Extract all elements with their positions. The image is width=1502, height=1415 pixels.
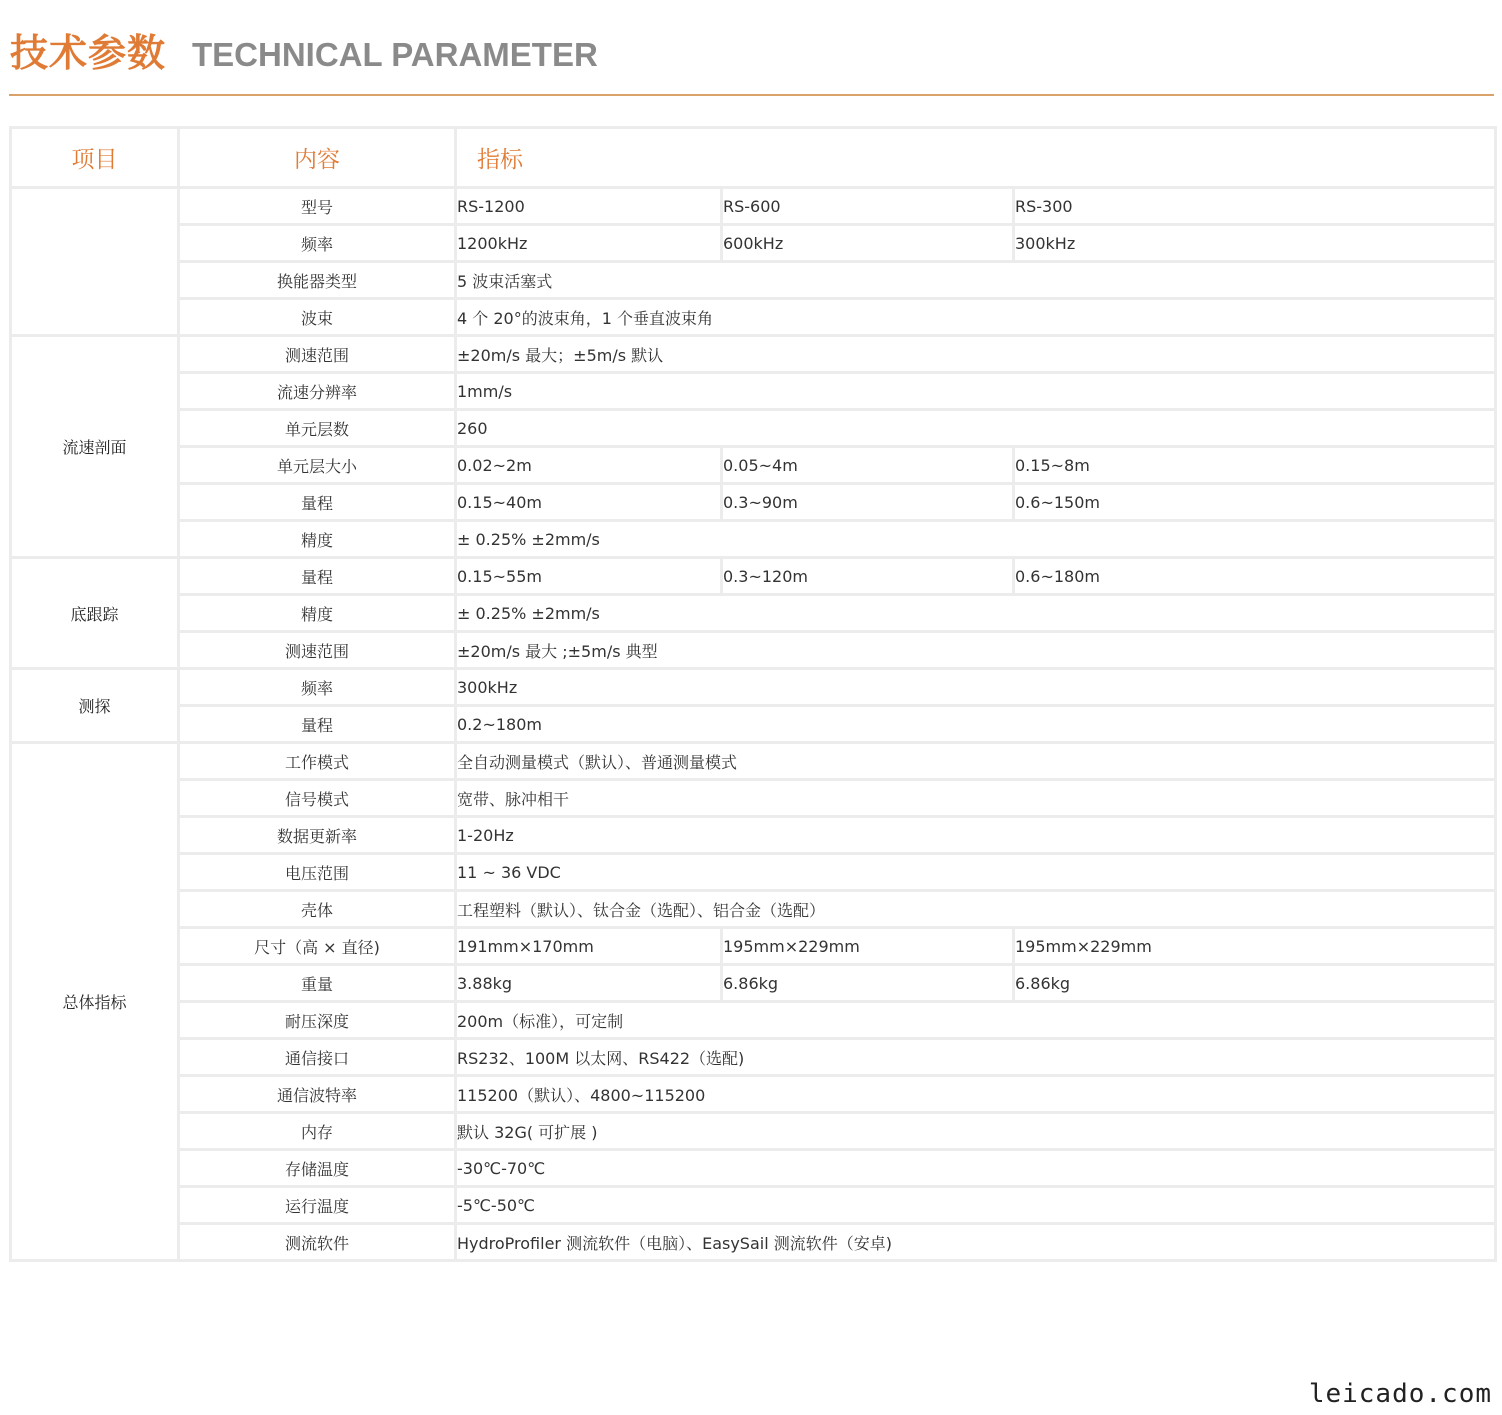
row-item-label: 信号模式	[179, 780, 456, 817]
row-item-label: 测速范围	[179, 336, 456, 373]
row-item-label: 存储温度	[179, 1150, 456, 1187]
table-row	[11, 928, 1496, 965]
row-value-model-1: 0.15~40m	[456, 484, 722, 521]
row-item-label: 运行温度	[179, 1187, 456, 1224]
table-row	[11, 410, 1496, 447]
table-row	[11, 447, 1496, 484]
row-item-label: 量程	[179, 484, 456, 521]
table-row	[11, 780, 1496, 817]
row-item-label: 波束	[179, 299, 456, 336]
row-value: HydroProfiler 测流软件（电脑）、EasySail 测流软件（安卓)	[456, 1224, 1496, 1261]
table-row	[11, 854, 1496, 891]
row-value: 115200（默认）、4800~115200	[456, 1076, 1496, 1113]
row-item-label: 内存	[179, 1113, 456, 1150]
table-row	[11, 965, 1496, 1002]
row-item-label: 壳体	[179, 891, 456, 928]
table-row	[11, 373, 1496, 410]
row-item-label: 重量	[179, 965, 456, 1002]
row-value-model-2: 0.3~90m	[722, 484, 1014, 521]
row-value-model-3: 195mm×229mm	[1014, 928, 1496, 965]
page-header	[10, 22, 598, 75]
row-value: ±20m/s 最大 ;±5m/s 典型	[456, 632, 1496, 669]
group-cell-sounding: 测探	[11, 669, 179, 743]
row-value: 工程塑料（默认）、钛合金（选配）、铝合金（选配）	[456, 891, 1496, 928]
row-value: RS232、100M 以太网、RS422（选配)	[456, 1039, 1496, 1076]
row-value-model-2: 0.3~120m	[722, 558, 1014, 595]
table-row	[11, 1076, 1496, 1113]
row-item-label: 通信波特率	[179, 1076, 456, 1113]
table-row	[11, 1039, 1496, 1076]
row-item-label: 单元层数	[179, 410, 456, 447]
table-row	[11, 262, 1496, 299]
row-value-model-2: 6.86kg	[722, 965, 1014, 1002]
row-value-model-1: 191mm×170mm	[456, 928, 722, 965]
row-value-model-3: RS-300	[1014, 188, 1496, 225]
table-row	[11, 299, 1496, 336]
group-cell-empty	[11, 188, 179, 336]
table-row	[11, 669, 1496, 706]
row-value: 0.2~180m	[456, 706, 1496, 743]
table-header-row	[11, 128, 1496, 188]
table-row	[11, 484, 1496, 521]
row-value: ± 0.25% ±2mm/s	[456, 521, 1496, 558]
row-value-model-1: 0.15~55m	[456, 558, 722, 595]
row-value-model-3: 300kHz	[1014, 225, 1496, 262]
group-cell-profile: 流速剖面	[11, 336, 179, 558]
row-item-label: 数据更新率	[179, 817, 456, 854]
col-header-project: 项目	[11, 128, 179, 188]
page-title-cn: 技术参数	[10, 31, 167, 75]
table-row	[11, 891, 1496, 928]
group-cell-bottom-track: 底跟踪	[11, 558, 179, 669]
row-item-label: 通信接口	[179, 1039, 456, 1076]
col-header-index: 指标	[456, 128, 1496, 188]
row-item-label: 电压范围	[179, 854, 456, 891]
row-value: 1-20Hz	[456, 817, 1496, 854]
row-item-label: 频率	[179, 669, 456, 706]
header-divider	[9, 94, 1494, 96]
row-value: 5 波束活塞式	[456, 262, 1496, 299]
table-row	[11, 1113, 1496, 1150]
row-value: 4 个 20°的波束角，1 个垂直波束角	[456, 299, 1496, 336]
row-item-label: 工作模式	[179, 743, 456, 780]
table-row	[11, 632, 1496, 669]
table-row	[11, 595, 1496, 632]
row-value: 宽带、脉冲相干	[456, 780, 1496, 817]
row-value: 300kHz	[456, 669, 1496, 706]
row-item-label: 频率	[179, 225, 456, 262]
row-item-label: 量程	[179, 706, 456, 743]
table-row	[11, 1002, 1496, 1039]
row-value-model-3: 0.6~180m	[1014, 558, 1496, 595]
table-row	[11, 188, 1496, 225]
row-value: 全自动测量模式（默认）、普通测量模式	[456, 743, 1496, 780]
col-header-content: 内容	[179, 128, 456, 188]
row-value: ± 0.25% ±2mm/s	[456, 595, 1496, 632]
row-value: ±20m/s 最大；±5m/s 默认	[456, 336, 1496, 373]
row-item-label: 精度	[179, 521, 456, 558]
row-value-model-1: RS-1200	[456, 188, 722, 225]
table-row	[11, 225, 1496, 262]
table-row	[11, 706, 1496, 743]
row-item-label: 精度	[179, 595, 456, 632]
row-item-label: 测速范围	[179, 632, 456, 669]
row-item-label: 尺寸（高 × 直径)	[179, 928, 456, 965]
row-value-model-1: 3.88kg	[456, 965, 722, 1002]
watermark: leicado.com	[1308, 1379, 1492, 1409]
row-item-label: 量程	[179, 558, 456, 595]
row-value: -5℃-50℃	[456, 1187, 1496, 1224]
table-row	[11, 1187, 1496, 1224]
row-value-model-3: 6.86kg	[1014, 965, 1496, 1002]
row-value-model-2: RS-600	[722, 188, 1014, 225]
row-value: 默认 32G( 可扩展 )	[456, 1113, 1496, 1150]
group-cell-overall: 总体指标	[11, 743, 179, 1261]
row-item-label: 测流软件	[179, 1224, 456, 1261]
row-value-model-2: 0.05~4m	[722, 447, 1014, 484]
row-value: -30℃-70℃	[456, 1150, 1496, 1187]
row-value: 260	[456, 410, 1496, 447]
table-row	[11, 1224, 1496, 1261]
row-value: 1mm/s	[456, 373, 1496, 410]
table-row	[11, 743, 1496, 780]
row-value-model-1: 1200kHz	[456, 225, 722, 262]
row-item-label: 换能器类型	[179, 262, 456, 299]
row-value-model-3: 0.6~150m	[1014, 484, 1496, 521]
row-item-label: 型号	[179, 188, 456, 225]
row-value: 11 ~ 36 VDC	[456, 854, 1496, 891]
table-row	[11, 558, 1496, 595]
row-value-model-1: 0.02~2m	[456, 447, 722, 484]
row-value: 200m（标准），可定制	[456, 1002, 1496, 1039]
table-row	[11, 521, 1496, 558]
row-item-label: 单元层大小	[179, 447, 456, 484]
row-value-model-2: 195mm×229mm	[722, 928, 1014, 965]
spec-table	[9, 126, 1497, 1262]
page-title-en: TECHNICAL PARAMETER	[192, 36, 598, 73]
row-value-model-2: 600kHz	[722, 225, 1014, 262]
table-row	[11, 1150, 1496, 1187]
row-item-label: 耐压深度	[179, 1002, 456, 1039]
row-value-model-3: 0.15~8m	[1014, 447, 1496, 484]
table-row	[11, 336, 1496, 373]
table-row	[11, 817, 1496, 854]
row-item-label: 流速分辨率	[179, 373, 456, 410]
